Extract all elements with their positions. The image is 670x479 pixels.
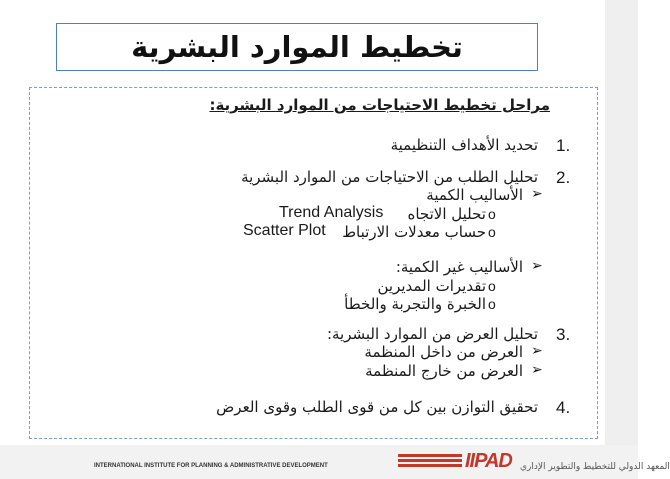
non-quantitative-methods: الأساليب غير الكمية:: [395, 258, 523, 276]
logo-stripes-icon: [398, 454, 462, 468]
trend-analysis-en: Trend Analysis: [279, 204, 384, 221]
arrow-bullet-icon: ➢: [531, 258, 543, 274]
item-4-text: تحقيق التوازن بين كل من قوى الطلب وقوى العرض: [216, 398, 538, 416]
scatter-plot-en: Scatter Plot: [243, 222, 326, 239]
item-3-text: تحليل العرض من الموارد البشرية:: [326, 325, 538, 343]
circle-bullet-icon: o: [488, 278, 496, 294]
experience-trial-error: الخبرة والتجربة والخطأ: [344, 295, 486, 313]
correlation-rates-ar: حساب معدلات الارتباط: [342, 223, 486, 241]
internal-supply: العرض من داخل المنظمة: [364, 343, 523, 361]
item-4-number: 4.: [556, 398, 571, 417]
slide-shadow-right: [605, 0, 638, 479]
arrow-bullet-icon: ➢: [531, 186, 543, 202]
managers-estimates: تقديرات المديرين: [377, 277, 486, 295]
item-1-text: تحديد الأهداف التنظيمية: [390, 136, 538, 154]
circle-bullet-icon: o: [488, 206, 496, 222]
quantitative-methods: الأساليب الكمية: [426, 186, 523, 204]
external-supply: العرض من خارج المنظمة: [365, 362, 523, 380]
slide-title: تخطيط الموارد البشرية: [131, 30, 463, 64]
trend-analysis-ar: تحليل الاتجاه: [407, 205, 486, 223]
item-2-number: 2.: [556, 168, 571, 187]
item-3-number: 3.: [556, 325, 571, 344]
item-2-text: تحليل الطلب من الاحتياجات من الموارد البشرية: [241, 168, 538, 186]
circle-bullet-icon: o: [488, 224, 496, 240]
section-heading: مراحل تخطيط الاحتياجات من الموارد البشرية:: [209, 96, 550, 114]
arrow-bullet-icon: ➢: [531, 343, 543, 359]
circle-bullet-icon: o: [488, 296, 496, 312]
title-box: [56, 23, 538, 71]
item-1-number: 1.: [556, 136, 571, 155]
logo-wordmark: IIPAD: [465, 450, 512, 472]
logo-arabic-name: المعهد الدولي للتخطيط والتطوير الإداري: [520, 462, 670, 472]
arrow-bullet-icon: ➢: [531, 362, 543, 378]
footer-logo: [80, 450, 670, 479]
logo-english-name: INTERNATIONAL INSTITUTE FOR PLANNING & ADMINISTRATIVE DEVELOPMENT: [94, 463, 328, 469]
